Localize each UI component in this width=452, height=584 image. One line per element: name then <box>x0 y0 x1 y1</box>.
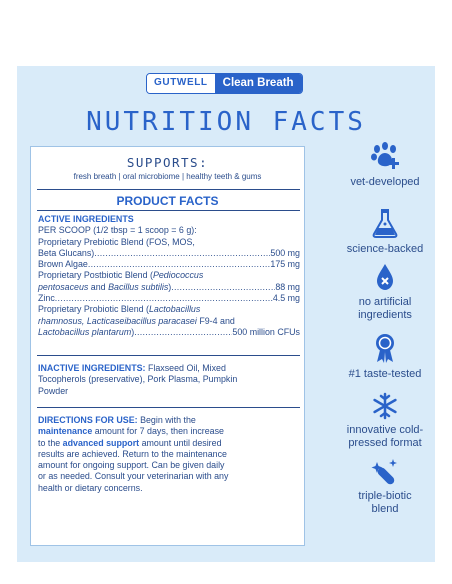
directions-text: Begin with the <box>137 415 196 425</box>
serving-size: PER SCOOP (1/2 tbsp = 1 scoop = 6 g): <box>38 225 197 236</box>
feature-label: triple-biotic <box>358 490 412 502</box>
postbiotic-name <box>38 282 171 293</box>
directions-line <box>38 426 300 437</box>
probiotic-species: Lactobacillus <box>149 304 201 315</box>
leader-dots <box>94 248 270 259</box>
active-ingredients <box>38 214 300 338</box>
directions-line: results are achieved. Return to the maintenance <box>38 448 227 459</box>
feature-label: no artificial <box>358 296 412 308</box>
divider <box>37 210 300 211</box>
inactive-heading: INACTIVE INGREDIENTS: <box>38 363 146 373</box>
postbiotic-species: Bacillus subtilis <box>108 281 169 292</box>
postbiotic-text: ) <box>168 281 172 292</box>
prebiotic-amount: 500 mg <box>270 247 300 258</box>
divider <box>37 189 300 190</box>
divider <box>37 407 300 408</box>
feature-label: ingredients <box>358 309 412 321</box>
directions <box>38 415 300 494</box>
leader-dots <box>88 259 271 270</box>
feature-label: pressed format <box>348 437 422 449</box>
feature-label: vet-developed <box>350 176 420 188</box>
prebiotic-name: Beta Glucans) <box>38 247 95 258</box>
postbiotic-row <box>38 282 300 293</box>
zinc-row <box>38 293 300 304</box>
inactive-text: Flaxseed Oil, Mixed <box>145 363 226 373</box>
directions-line: amount for ongoing support. Can be given daily <box>38 460 225 471</box>
directions-line: or as needed. Consult your veterinarian with any <box>38 471 229 482</box>
prebiotic-row <box>38 248 300 259</box>
postbiotic-species: pentosaceus <box>38 281 89 292</box>
sparkle-pill-icon <box>371 458 399 486</box>
feature-taste-tested <box>335 332 435 381</box>
feature-label: innovative cold- <box>346 424 424 436</box>
postbiotic-text: Proprietary Postbiotic Blend ( <box>38 270 153 281</box>
award-ribbon-icon <box>372 332 398 364</box>
feature-science-backed <box>335 207 435 256</box>
paw-plus-icon <box>368 140 402 172</box>
probiotic-text: ) <box>131 326 135 337</box>
probiotic-text: Proprietary Probiotic Blend ( <box>38 304 149 315</box>
directions-text: amount for 7 days, then increase <box>92 426 224 437</box>
product-facts-heading: PRODUCT FACTS <box>116 194 219 208</box>
brown-algae-row <box>38 259 300 270</box>
leader-dots <box>55 293 273 304</box>
inactive-ingredients <box>38 363 300 397</box>
page-title: NUTRITION FACTS <box>86 107 366 137</box>
probiotic-species: rhamnosus, Lacticaseibacillus paracasei <box>38 315 197 326</box>
brand-name: GUTWELL <box>147 74 215 93</box>
directions-bold: maintenance <box>38 426 93 437</box>
inactive-line: Tocopherols (preservative), Pork Plasma, Pumpkin <box>38 374 238 385</box>
directions-text: amount until desired <box>139 437 222 448</box>
no-drop-icon <box>373 262 397 292</box>
directions-heading: DIRECTIONS FOR USE: <box>38 415 138 425</box>
supports-heading: SUPPORTS: <box>126 155 209 170</box>
directions-text: to the <box>38 437 63 448</box>
probiotic-row <box>38 327 300 338</box>
postbiotic-text: and <box>88 281 109 292</box>
feature-cold-pressed <box>335 392 435 450</box>
directions-bold: advanced support <box>62 437 140 448</box>
feature-no-artificial <box>335 262 435 322</box>
probiotic-name <box>38 327 134 338</box>
prebiotic-line: Proprietary Prebiotic Blend (FOS, MOS, <box>38 236 195 247</box>
probiotic-amount: 500 million CFUs <box>232 326 300 337</box>
probiotic-species: Lactobacillus plantarum <box>38 326 132 337</box>
probiotic-line <box>38 304 300 315</box>
flask-icon <box>370 207 400 239</box>
product-facts-card <box>30 146 305 546</box>
probiotic-text: F9-4 and <box>196 315 235 326</box>
brown-algae-amount: 175 mg <box>270 259 300 270</box>
feature-triple-biotic <box>335 458 435 516</box>
feature-vet-developed <box>335 140 435 189</box>
supports-text: fresh breath | oral microbiome | healthy teeth & gums <box>73 172 262 181</box>
leader-dots <box>171 282 275 293</box>
zinc-amount: 4.5 mg <box>272 293 300 304</box>
directions-line <box>38 438 300 449</box>
postbiotic-species: Pediococcus <box>152 270 204 281</box>
brand-badge <box>146 73 303 94</box>
postbiotic-line <box>38 270 300 281</box>
inactive-line: Powder <box>38 385 69 396</box>
feature-label: blend <box>371 503 399 515</box>
brown-algae-name: Brown Algae <box>38 259 88 270</box>
directions-line <box>38 415 300 426</box>
feature-label: #1 taste-tested <box>348 368 422 380</box>
feature-label: science-backed <box>346 243 424 255</box>
active-heading: ACTIVE INGREDIENTS <box>38 214 134 224</box>
inactive-line <box>38 363 300 374</box>
divider <box>37 355 300 356</box>
leader-dots <box>134 327 232 338</box>
snowflake-icon <box>371 392 399 420</box>
product-name: Clean Breath <box>215 74 302 93</box>
postbiotic-amount: 88 mg <box>275 281 300 292</box>
directions-line: health or dietary concerns. <box>38 482 143 493</box>
probiotic-line <box>38 316 300 327</box>
zinc-name: Zinc <box>38 293 55 304</box>
